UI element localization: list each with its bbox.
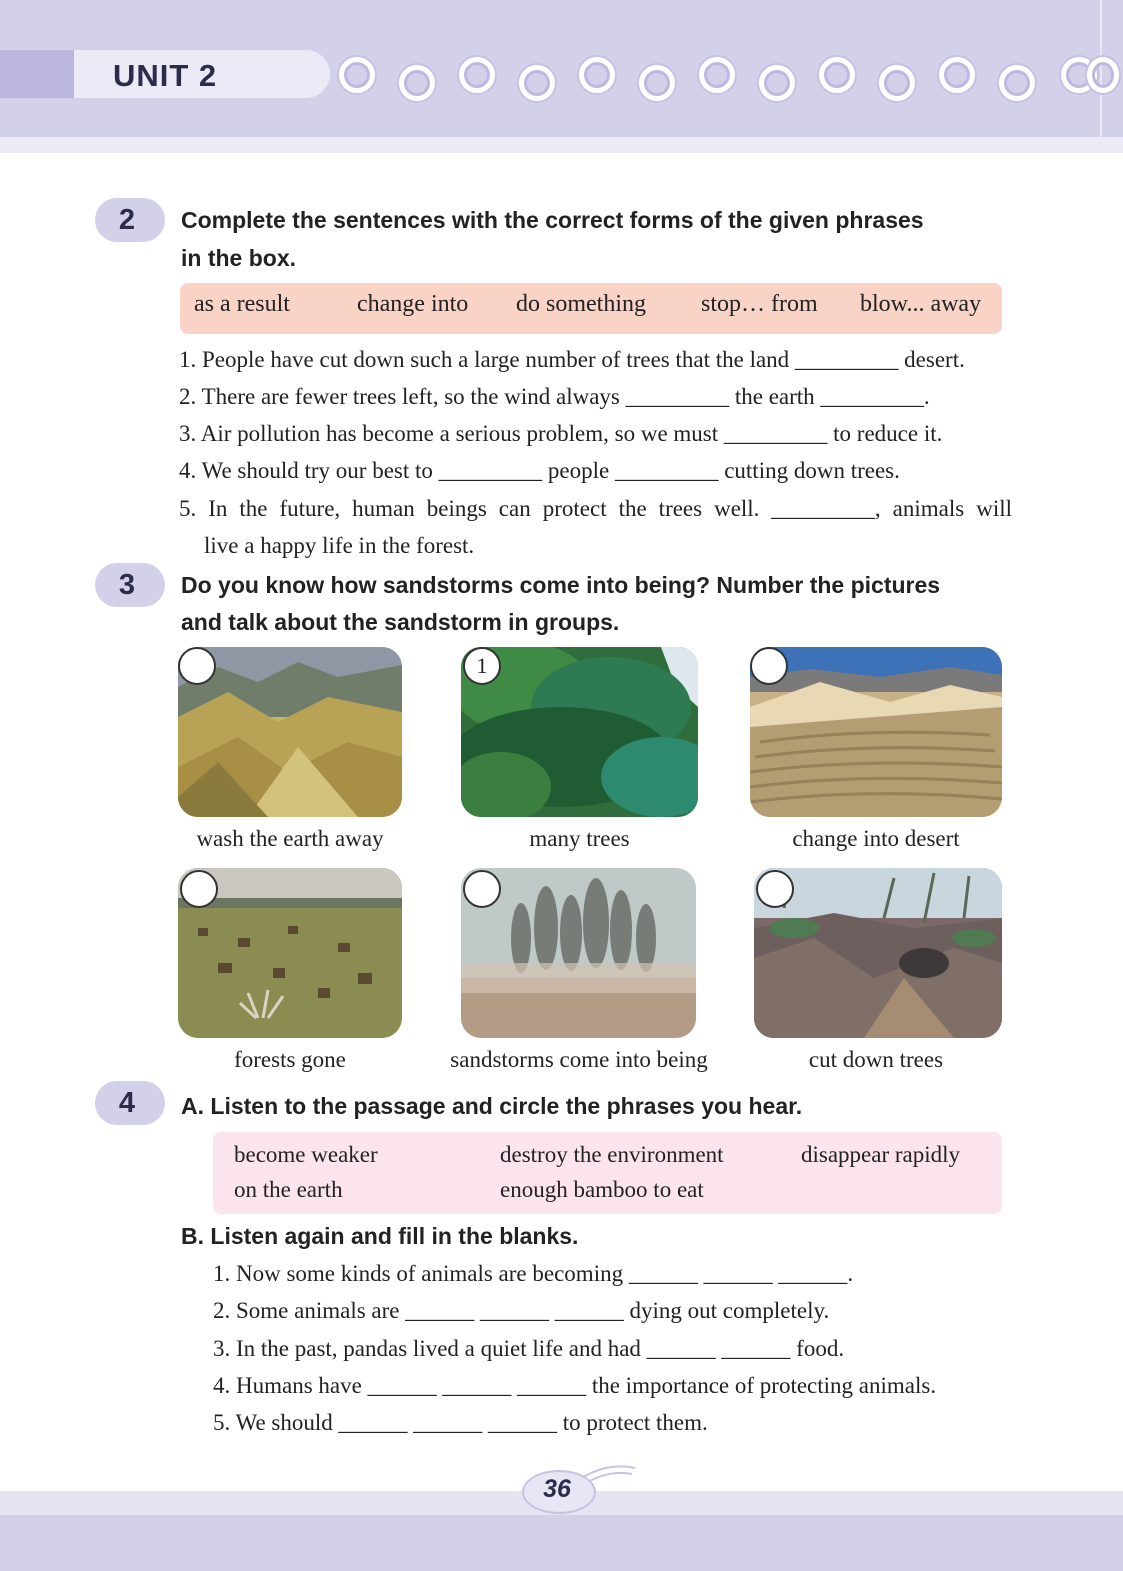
picture-number-circle[interactable] [178,647,216,685]
ring-icon [879,65,915,101]
section-2-instruction-line2: in the box. [181,245,296,271]
section-3-instruction-line1: Do you know how sandstorms come into being? Number the pictures [181,572,941,598]
sentence-item: 1. People have cut down such a large number of trees that the land _________ desert. [179,347,965,372]
ring-icon [519,65,555,101]
picture-caption: forests gone [234,1047,346,1072]
listening-phrase[interactable]: disappear rapidly [801,1142,961,1167]
listening-phrase[interactable]: destroy the environment [500,1142,724,1167]
sentence-item: 5. In the future, human beings can protect the trees well. _________, animals will [179,496,1012,521]
footer-band [0,1515,1123,1571]
phrase-item: stop… from [701,291,818,317]
ring-icon [699,57,735,93]
picture-caption: many trees [529,826,630,851]
picture-number-circle[interactable] [180,870,218,908]
picture-number-circle[interactable] [750,647,788,685]
listening-phrase[interactable]: become weaker [234,1142,378,1167]
fill-blank-sentence: 1. Now some kinds of animals are becoming ______ ______ ______. [213,1261,854,1286]
section-2-instruction-line1: Complete the sentences with the correct forms of the given phrases [181,207,924,233]
unit-pill-accent [0,50,74,98]
section-4-part-a-instruction: A. Listen to the passage and circle the phrases you hear. [181,1093,803,1119]
ring-icon [399,65,435,101]
fill-blank-sentence: 3. In the past, pandas lived a quiet life and had ______ ______ food. [213,1336,845,1361]
section-4-number: 4 [95,1081,165,1125]
ring-icon [639,65,675,101]
sentence-item: 2. There are fewer trees left, so the wind always _________ the earth _________. [179,384,930,409]
picture-number-circle[interactable] [756,870,794,908]
sentence-item: 4. We should try our best to _________ people _________ cutting down trees. [179,458,900,483]
sentence-continuation: live a happy life in the forest. [204,533,475,558]
section-3-instruction-line2: and talk about the sandstorm in groups. [181,609,620,635]
listening-phrase[interactable]: enough bamboo to eat [500,1177,704,1202]
header-strip [0,137,1123,153]
picture-caption: sandstorms come into being [450,1047,708,1072]
phrase-item: change into [357,291,469,317]
listening-phrase[interactable]: on the earth [234,1177,343,1202]
ring-icon [939,57,975,93]
unit-label: UNIT 2 [113,58,218,93]
ring-icon [339,57,375,93]
fill-blank-sentence: 2. Some animals are ______ ______ ______ dying out completely. [213,1298,830,1323]
sentence-item: 3. Air pollution has become a serious problem, so we must _________ to reduce it. [179,421,943,446]
fill-blank-sentence: 4. Humans have ______ ______ ______ the importance of protecting animals. [213,1373,937,1398]
picture-caption: change into desert [792,826,960,851]
section-2-number: 2 [95,198,165,242]
ring-icon [819,57,855,93]
ring-icon [999,65,1035,101]
section-4-part-b-instruction: B. Listen again and fill in the blanks. [181,1223,579,1249]
ring-icon [459,57,495,93]
phrase-item: do something [516,291,646,317]
phrase-item: blow... away [860,291,982,317]
ring-icon [1087,57,1119,93]
ring-icon [759,65,795,101]
picture-caption: cut down trees [808,1047,944,1072]
ring-icon [579,57,615,93]
desert-dunes-photo [750,647,1002,817]
page-number: 36 [543,1475,571,1503]
phrase-item: as a result [194,291,290,317]
picture-number-circle[interactable]: 1 [463,647,501,685]
fill-blank-sentence: 5. We should ______ ______ ______ to protect them. [213,1410,708,1435]
section-3-number: 3 [95,563,165,607]
picture-caption: wash the earth away [196,826,384,851]
picture-number-circle[interactable] [463,870,501,908]
